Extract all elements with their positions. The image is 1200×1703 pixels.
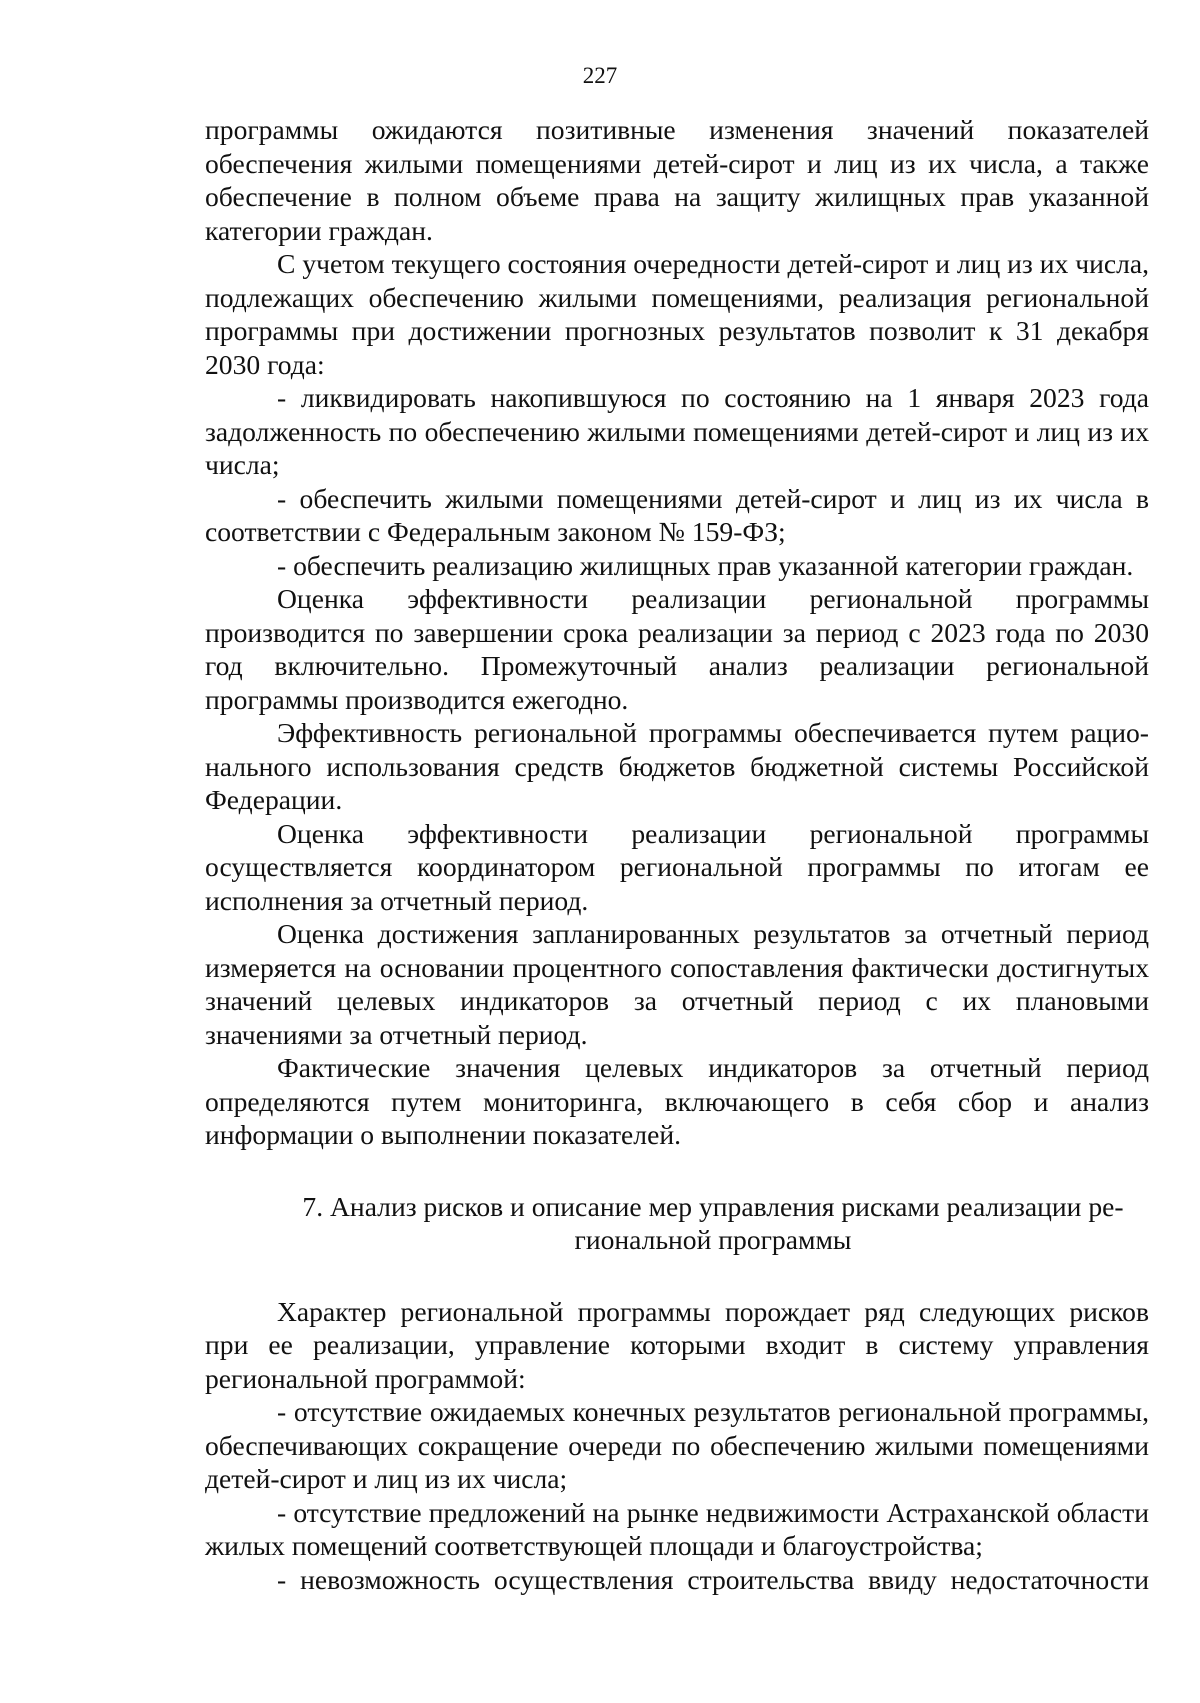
- body-paragraph: Характер региональной программы порождает ряд следующих рисков при ее реализации, управление которыми входит в систему управления региональной программой:: [205, 1295, 1149, 1394]
- body-paragraph: - ликвидировать накопившуюся по состоянию на 1 января 2023 года задолженность по обеспечению жилыми помещениями детей-сирот и лиц из их числа;: [205, 382, 1149, 480]
- section-heading: 7. Анализ рисков и описание мер управления рисками реализации региональной программы: [302, 1190, 1124, 1255]
- body-paragraph: - обеспечить жилыми помещениями детей-сирот и лиц из их числа в соответствии с Федеральным законом № 159-ФЗ;: [205, 482, 1149, 547]
- body-paragraph: Оценка достижения запланированных результатов за отчетный период измеряется на основании процентного сопоставления фактически достигнутых значений целевых индикаторов за отчетный период с их плановыми значениями за отчетный период.: [205, 918, 1149, 1050]
- body-paragraph: С учетом текущего состояния очередности детей-сирот и лиц из их числа, подлежащих обеспечению жилыми помещениями, реализация региональной программы при достижении прогнозных результатов позволит к 31 декабря 2030 года:: [205, 248, 1149, 380]
- body-paragraph: - отсутствие предложений на рынке недвижимости Астраханской области жилых помещений соответствующей площади и благоустройства;: [205, 1496, 1149, 1561]
- body-paragraph: - отсутствие ожидаемых конечных результатов региональной программы, обеспечивающих сокращение очереди по обеспечению жилыми помещениями детей-сирот и лиц из их числа;: [205, 1396, 1149, 1494]
- body-section-before: [205, 113, 1149, 1152]
- body-paragraph: - обеспечить реализацию жилищных прав указанной категории граждан.: [277, 549, 1134, 581]
- body-paragraph: Оценка эффективности реализации региональной программы осуществляется координатором региональной программы по итогам ее исполнения за отчетный период.: [205, 817, 1149, 916]
- body-section-after: [205, 1295, 1149, 1597]
- document-body: [205, 113, 1149, 1596]
- body-paragraph: Оценка эффективности реализации региональной программы производится по завершении срока реализации за период с 2023 года по 2030 год включительно. Промежуточный анализ реализации региональной программы производится ежегодно.: [205, 583, 1149, 715]
- page-number: 227: [582, 63, 618, 88]
- body-paragraph: Фактические значения целевых индикаторов за отчетный период определяются путем мониторинга, включающего в себя сбор и анализ информации о выполнении показателей.: [205, 1052, 1149, 1150]
- body-paragraph: программы ожидаются позитивные изменения значений показателей обеспечения жилыми помещениями детей-сирот и лиц из их числа, а также обеспечение в полном объеме права на защиту жилищных прав указанной категории граждан.: [205, 114, 1149, 246]
- body-paragraph: Эффективность региональной программы обеспечивается путем рационального использования средств бюджетов бюджетной системы Российской Федерации.: [205, 717, 1149, 815]
- body-paragraph: - невозможность осуществления строительства ввиду недостаточности: [277, 1563, 1149, 1595]
